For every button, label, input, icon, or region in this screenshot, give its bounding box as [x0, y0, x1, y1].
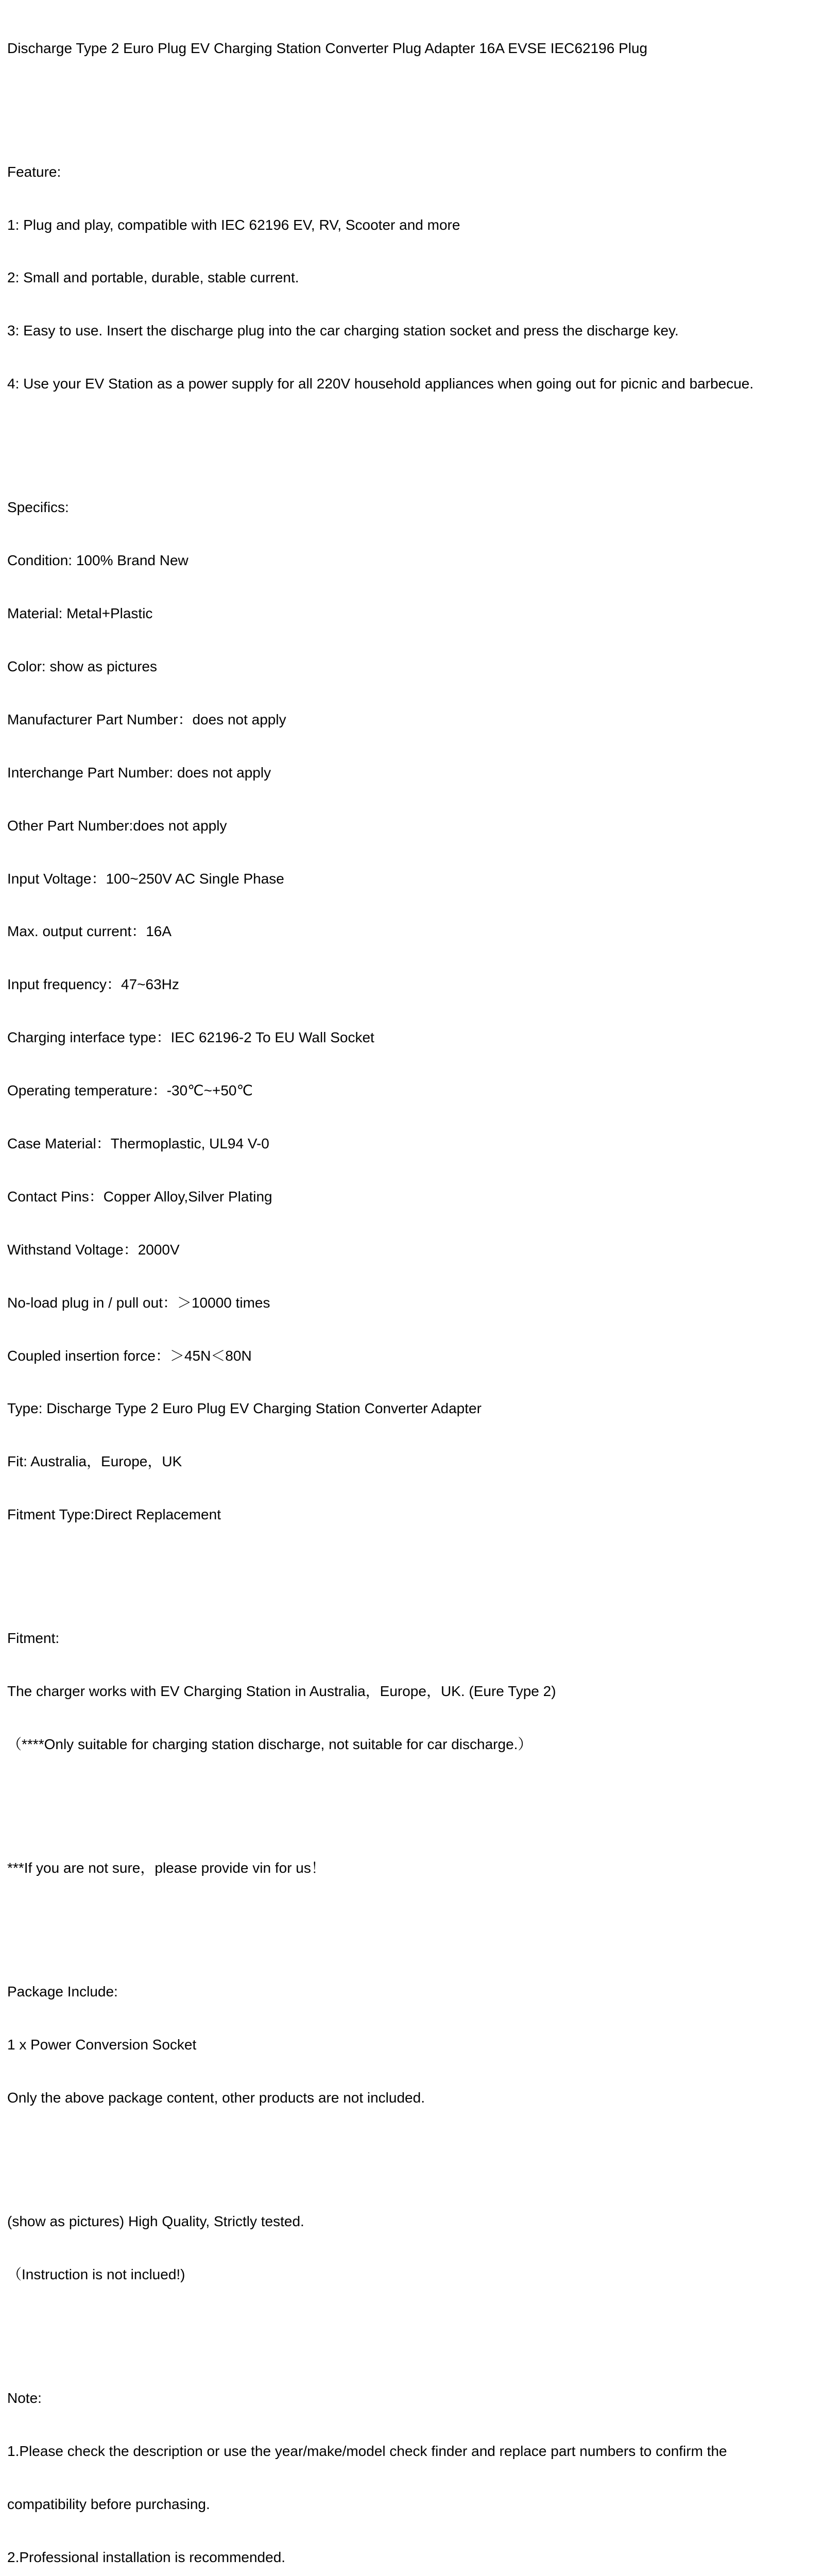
- spec-item: Material: Metal+Plastic: [7, 605, 153, 622]
- package-heading: Package Include:: [7, 1984, 118, 2000]
- spec-item: Manufacturer Part Number：does not apply: [7, 711, 286, 727]
- spec-item: Other Part Number:does not apply: [7, 817, 227, 834]
- spec-item: Fitment Type:Direct Replacement: [7, 1506, 221, 1523]
- spec-item: No-load plug in / pull out：＞10000 times: [7, 1294, 270, 1311]
- product-title: Discharge Type 2 Euro Plug EV Charging Station Converter Plug Adapter 16A EVSE IEC62196 Plug: [7, 40, 648, 56]
- spacer: [7, 2319, 824, 2336]
- feature-heading: Feature:: [7, 163, 61, 180]
- feature-item: 2: Small and portable, durable, stable current.: [7, 269, 299, 286]
- feature-item: 3: Easy to use. Insert the discharge plug into the car charging station socket and press the discharge key.: [7, 323, 679, 339]
- spec-item: Input frequency：47~63Hz: [7, 976, 179, 993]
- spec-item: Interchange Part Number: does not apply: [7, 764, 271, 781]
- spacer: [7, 428, 824, 446]
- feature-item: 1: Plug and play, compatible with IEC 62196 EV, RV, Scooter and more: [7, 216, 460, 233]
- spec-item: Max. output current：16A: [7, 923, 172, 940]
- spec-item: Operating temperature：-30℃~+50℃: [7, 1082, 253, 1099]
- spacer: [7, 1559, 824, 1577]
- note-item: 1.Please check the description or use the year/make/model check finder and replace part numbers to confirm the: [7, 2443, 727, 2459]
- spacer: [7, 1789, 824, 1806]
- fitment-item: The charger works with EV Charging Station in Australia，Europe，UK. (Eure Type 2): [7, 1683, 556, 1700]
- note-heading: Note:: [7, 2390, 42, 2406]
- spec-item: Type: Discharge Type 2 Euro Plug EV Charging Station Converter Adapter: [7, 1400, 482, 1417]
- fitment-item: （****Only suitable for charging station discharge, not suitable for car discharge.）: [7, 1736, 533, 1753]
- quality-item: (show as pictures) High Quality, Strictly tested.: [7, 2213, 304, 2230]
- spec-item: Input Voltage：100~250V AC Single Phase: [7, 870, 284, 887]
- spec-item: Condition: 100% Brand New: [7, 552, 188, 569]
- vin-note: ***If you are not sure，please provide vin for us！: [7, 1860, 325, 1876]
- feature-item: 4: Use your EV Station as a power supply for all 220V household appliances when going out for picnic and barbecue.: [7, 376, 754, 392]
- spacer: [7, 1912, 824, 1930]
- note-item: 2.Professional installation is recommended.: [7, 2549, 286, 2565]
- note-item: compatibility before purchasing.: [7, 2496, 210, 2512]
- spec-item: Contact Pins：Copper Alloy,Silver Plating: [7, 1188, 272, 1205]
- spec-item: Color: show as pictures: [7, 658, 158, 674]
- spec-item: Coupled insertion force：＞45N＜80N: [7, 1347, 252, 1364]
- spec-item: Charging interface type：IEC 62196-2 To EU Wall Socket: [7, 1029, 374, 1046]
- specifics-heading: Specifics:: [7, 499, 69, 516]
- spec-item: Withstand Voltage：2000V: [7, 1241, 180, 1258]
- package-item: Only the above package content, other products are not included.: [7, 2090, 425, 2106]
- spacer: [7, 2142, 824, 2160]
- spec-item: Fit: Australia，Europe，UK: [7, 1453, 182, 1470]
- spec-item: Case Material：Thermoplastic, UL94 V-0: [7, 1136, 269, 1151]
- package-item: 1 x Power Conversion Socket: [7, 2037, 197, 2053]
- quality-item: （Instruction is not inclued!): [7, 2266, 185, 2282]
- fitment-heading: Fitment:: [7, 1630, 60, 1647]
- spacer: [7, 92, 824, 110]
